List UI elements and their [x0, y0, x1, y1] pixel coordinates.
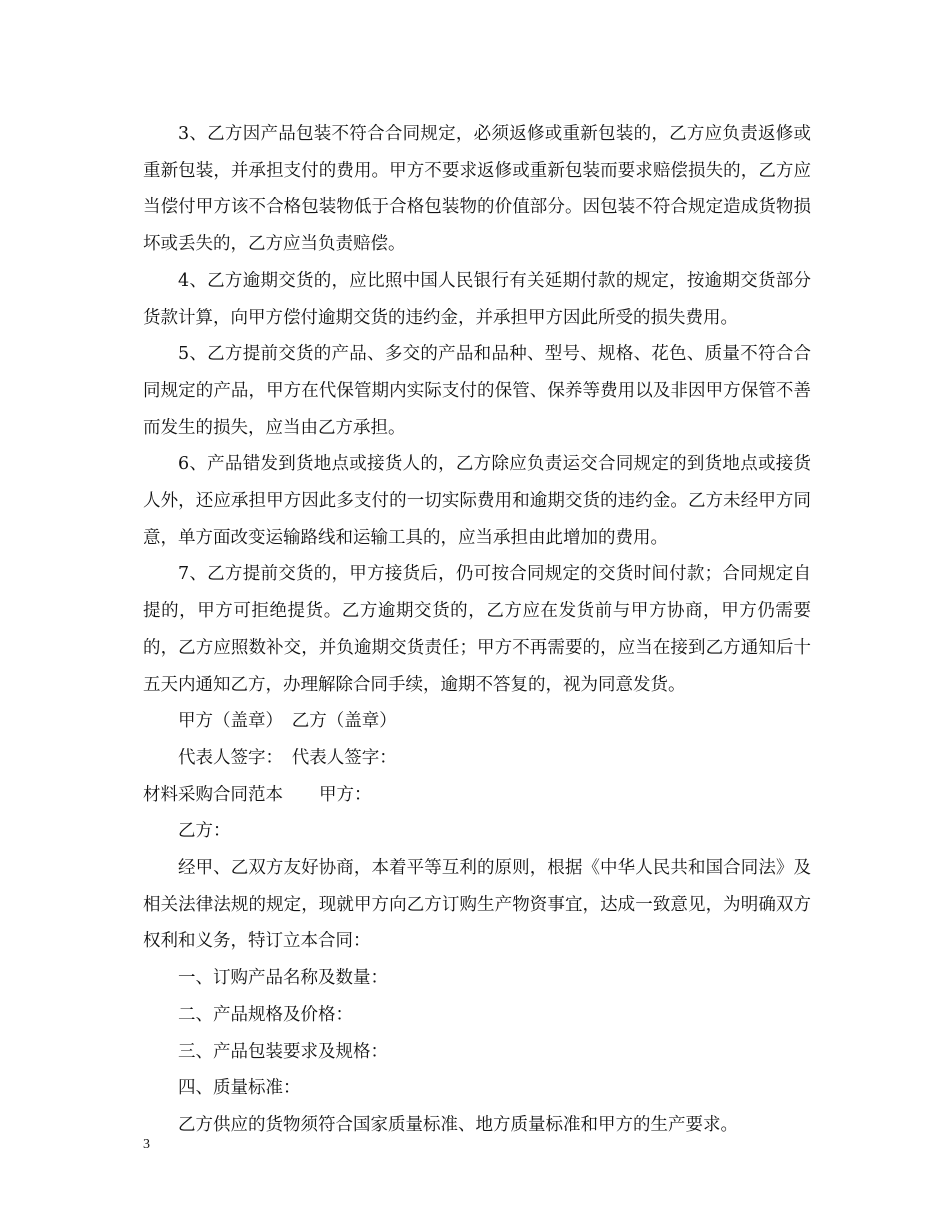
party-a-label: 甲方： [319, 784, 372, 805]
section-3-heading: 三、产品包装要求及规格： [178, 1041, 388, 1062]
contract-header-line [143, 777, 811, 814]
page-number: 3 [143, 1137, 150, 1152]
seal-line: 甲方（盖章） 乙方（盖章） [178, 711, 397, 732]
contract-title: 材料采购合同范本 [143, 784, 283, 805]
contract-preamble: 经甲、乙双方友好协商，本着平等互利的原则，根据《中华人民共和国合同法》及相关法律法规的规定，现就甲方向乙方订购生产物资事宜，达成一致意见，为明确双方权利和义务，特订立本合同： [143, 858, 811, 952]
quality-standard-text: 乙方供应的货物须符合国家质量标准、地方质量标准和甲方的生产要求。 [178, 1114, 738, 1135]
clause-4-late-delivery: 4、乙方逾期交货的，应比照中国人民银行有关延期付款的规定，按逾期交货部分货款计算，向甲方偿付逾期交货的违约金，并承担甲方因此所受的损失费用。 [143, 270, 811, 328]
section-4-heading: 四、质量标准： [178, 1078, 301, 1099]
section-2-heading: 二、产品规格及价格： [178, 1004, 353, 1025]
document-body [143, 116, 811, 1144]
section-1-heading: 一、订购产品名称及数量： [178, 968, 388, 989]
clause-7-delivery-timing: 7、乙方提前交货的，甲方接货后，仍可按合同规定的交货时间付款；合同规定自提的，甲方可拒绝提货。乙方逾期交货的，乙方应在发货前与甲方协商，甲方仍需要的，乙方应照数补交，并负逾期交货责任；甲方不再需要的，应当在接到乙方通知后十五天内通知乙方，办理解除合同手续，逾期不答复的，视为同意发货。 [143, 564, 811, 695]
clause-5-early-delivery: 5、乙方提前交货的产品、多交的产品和品种、型号、规格、花色、质量不符合合同规定的产品，甲方在代保管期内实际支付的保管、保养等费用以及非因甲方保管不善而发生的损失，应当由乙方承担。 [143, 344, 811, 438]
clause-6-misdelivery: 6、产品错发到货地点或接货人的，乙方除应负责运交合同规定的到货地点或接货人外，还应承担甲方因此多支付的一切实际费用和逾期交货的违约金。乙方未经甲方同意，单方面改变运输路线和运输工具的，应当承担由此增加的费用。 [143, 454, 811, 548]
party-b-label: 乙方： [178, 821, 231, 842]
clause-3-packaging: 3、乙方因产品包装不符合合同规定，必须返修或重新包装的，乙方应负责返修或重新包装，并承担支付的费用。甲方不要求返修或重新包装而要求赔偿损失的，乙方应当偿付甲方该不合格包装物低于合格包装物的价值部分。因包装不符合规定造成货物损坏或丢失的，乙方应当负责赔偿。 [143, 124, 811, 255]
signature-line: 代表人签字： 代表人签字： [178, 747, 397, 768]
